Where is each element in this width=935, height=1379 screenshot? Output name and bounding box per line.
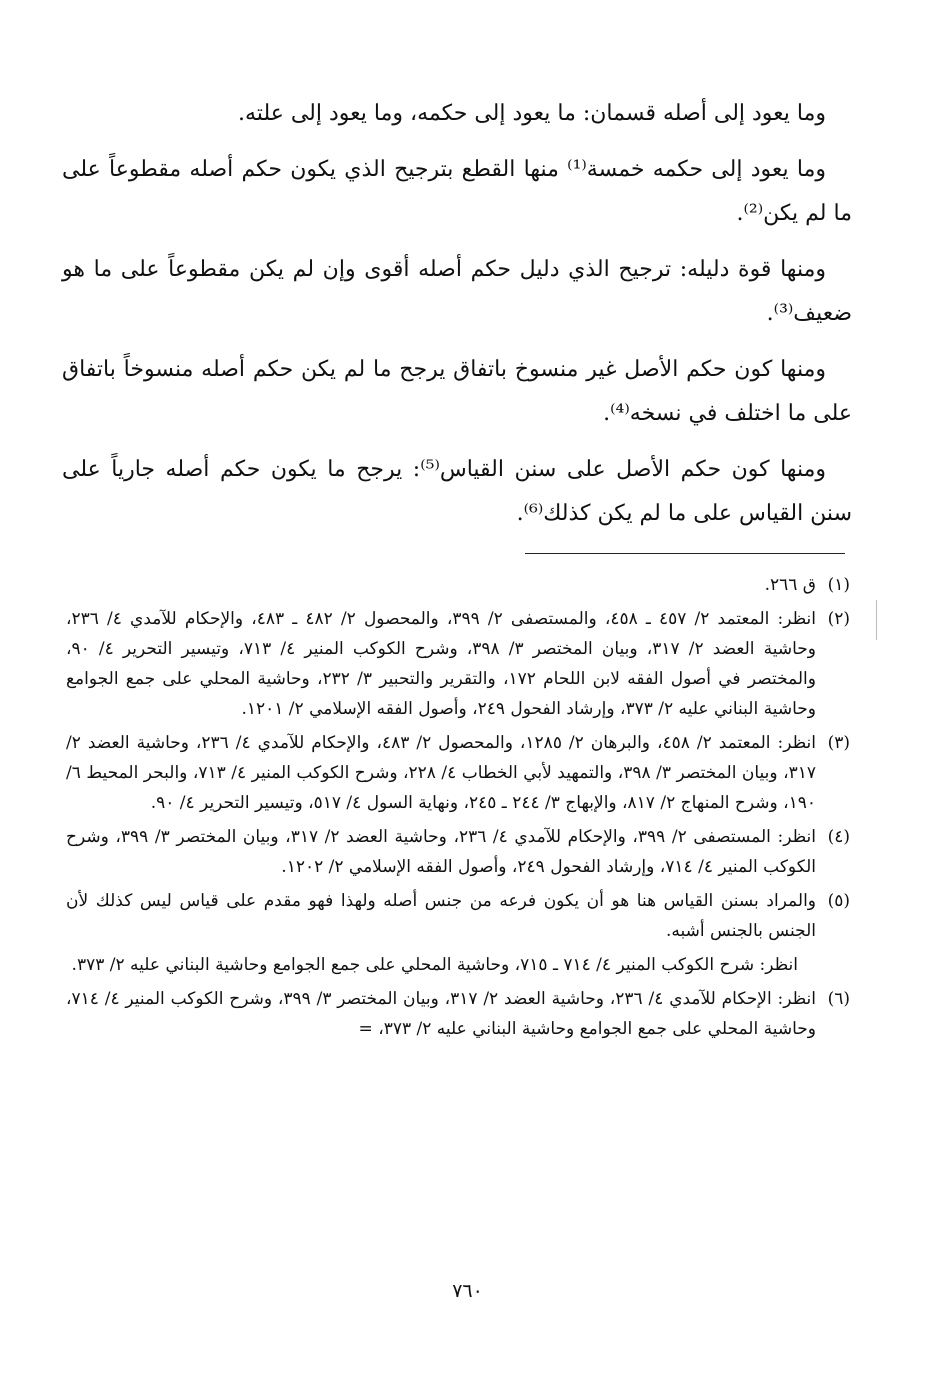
footnote-separator bbox=[525, 553, 845, 554]
body-paragraph-2: وما يعود إلى حكمه خمسة⁽¹⁾ منها القطع بترجيح الذي يكون حكم أصله مقطوعاً على ما لم يكن⁽²⁾. bbox=[62, 157, 852, 226]
footnote-number: (٣) bbox=[827, 733, 850, 753]
margin-mark bbox=[876, 600, 877, 640]
footnote-text: انظر: المعتمد ٢/ ٤٥٧ ـ ٤٥٨، والمستصفى ٢/ ٣٩٩، والمحصول ٢/ ٤٨٢ ـ ٤٨٣، والإحكام للآمدي ٤/ ٢٣٦، وحاشية العضد ٢/ ٣١٧، وبيان المختصر ٣/ ٣٩٨، وشرح الكوكب المنير ٤/ ٧١٣، وتيسير التحرير ٤/ ٩٠، والمختصر في أصول الفقه لابن اللحام ١٧٢، والتقرير والتحبير ٣/ ٢٣٢، وحاشية المحلي على جمع الجوامع وحاشية البناني عليه ٢/ ٣٧٣، وإرشاد الفحول ٢٤٩، وأصول الفقه الإسلامي ٢/ ١٢٠١. bbox=[66, 609, 817, 719]
footnote-1 bbox=[66, 570, 850, 600]
footnote-text: انظر: الإحكام للآمدي ٤/ ٢٣٦، وحاشية العضد ٢/ ٣١٧، وبيان المختصر ٣/ ٣٩٩، وشرح الكوكب المنير ٤/ ٧١٤، وحاشية المحلي على جمع الجوامع وحاشية البناني عليه ٢/ ٣٧٣، = bbox=[66, 989, 816, 1039]
body-paragraph-1: وما يعود إلى أصله قسمان: ما يعود إلى حكمه، وما يعود إلى علته. bbox=[238, 101, 826, 126]
main-text bbox=[62, 92, 852, 548]
footnote-text: انظر: المعتمد ٢/ ٤٥٨، والبرهان ٢/ ١٢٨٥، والمحصول ٢/ ٤٨٣، والإحكام للآمدي ٤/ ٢٣٦، وحاشية العضد ٢/ ٣١٧، وبيان المختصر ٣/ ٣٩٨، والتمهيد لأبي الخطاب ٤/ ٢٢٨، وشرح الكوكب المنير ٤/ ٧١٣، والبحر المحيط ٦/ ١٩٠، وشرح المنهاج ٢/ ٨١٧، والإبهاج ٣/ ٢٤٤ ـ ٢٤٥، ونهاية السول ٤/ ٥١٧، وتيسير التحرير ٤/ ٩٠. bbox=[66, 733, 816, 813]
body-paragraph-3: ومنها قوة دليله: ترجيح الذي دليل حكم أصله أقوى وإن لم يكن مقطوعاً على ما هو ضعيف⁽³⁾. bbox=[62, 257, 852, 326]
footnote-4 bbox=[66, 822, 850, 882]
footnotes bbox=[66, 570, 850, 1048]
body-paragraph-5: ومنها كون حكم الأصل على سنن القياس⁽⁵⁾: يرجح ما يكون حكم أصله جارياً على سنن القياس على ما لم يكن كذلك⁽⁶⁾. bbox=[62, 457, 852, 526]
footnote-number: (٦) bbox=[827, 989, 850, 1009]
footnote-number: (٢) bbox=[827, 609, 850, 629]
footnote-5 bbox=[66, 886, 850, 946]
page-number: ٧٦٠ bbox=[452, 1280, 483, 1302]
footnote-text: ق ٢٦٦. bbox=[764, 575, 816, 595]
footnote-text: والمراد بسنن القياس هنا هو أن يكون فرعه من جنس أصله ولهذا فهو مقدم على قياس ليس كذلك لأن الجنس بالجنس أشبه. bbox=[66, 891, 816, 941]
footnote-3 bbox=[66, 728, 850, 818]
footnote-6 bbox=[66, 984, 850, 1044]
footnote-5-continuation: انظر: شرح الكوكب المنير ٤/ ٧١٤ ـ ٧١٥، وحاشية المحلي على جمع الجوامع وحاشية البناني عليه ٢/ ٣٧٣. bbox=[71, 955, 798, 975]
footnote-text: انظر: المستصفى ٢/ ٣٩٩، والإحكام للآمدي ٤/ ٢٣٦، وحاشية العضد ٢/ ٣١٧، وبيان المختصر ٣/ ٣٩٩، وشرح الكوكب المنير ٤/ ٧١٤، وإرشاد الفحول ٢٤٩، وأصول الفقه الإسلامي ٢/ ١٢٠٢. bbox=[66, 827, 816, 877]
footnote-2 bbox=[66, 604, 850, 724]
body-paragraph-4: ومنها كون حكم الأصل غير منسوخ باتفاق يرجح ما لم يكن حكم أصله منسوخاً باتفاق على ما اختلف في نسخه⁽⁴⁾. bbox=[62, 357, 852, 426]
footnote-number: (١) bbox=[827, 575, 850, 595]
footnote-number: (٤) bbox=[827, 827, 850, 847]
footnote-number: (٥) bbox=[827, 891, 850, 911]
